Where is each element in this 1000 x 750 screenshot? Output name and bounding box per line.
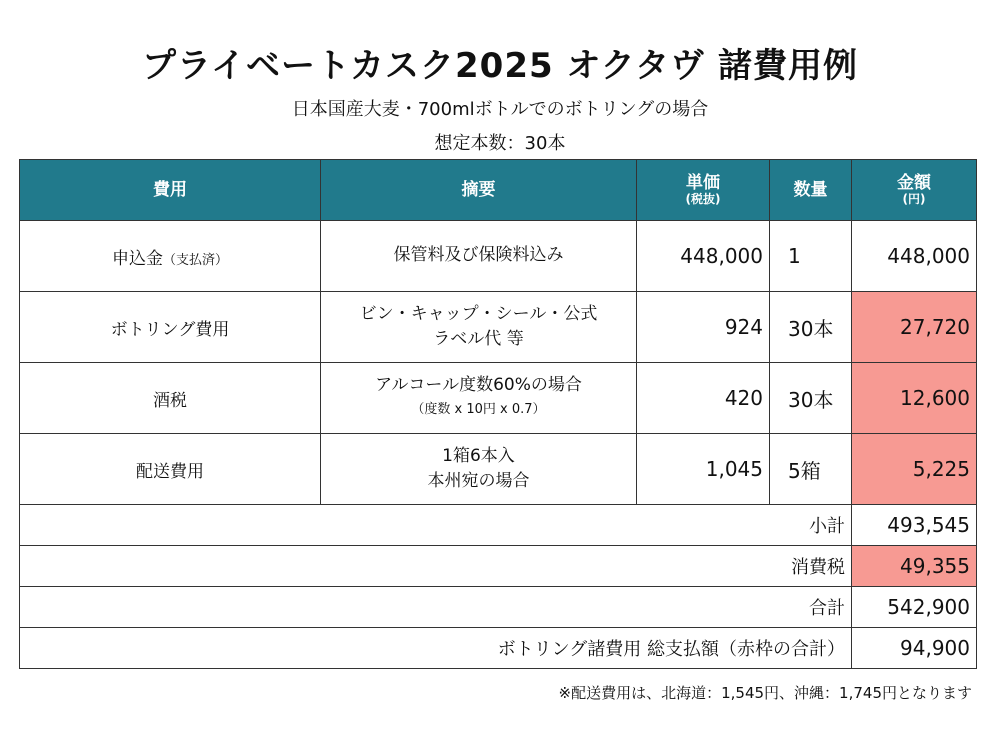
summary-line-1: ビン・キャップ・シール・公式 <box>359 303 598 324</box>
page-subtitle: 日本国産大麦・700mlボトルでのボトリングの場合 <box>291 99 709 120</box>
tax-label: 消費税 <box>20 546 852 587</box>
header-amount-label: 金額 <box>897 173 931 194</box>
cost-note: （支払済） <box>162 252 228 268</box>
cost-cell <box>20 221 321 292</box>
subtotal-label: 小計 <box>20 505 852 546</box>
header-unit-price-label: 単価 <box>686 173 720 194</box>
cost-name: 配送費用 <box>136 461 204 482</box>
bottling-total-label: ボトリング諸費用 総支払額（赤枠の合計） <box>20 628 852 669</box>
tax-value: 49,355 <box>852 546 977 587</box>
cost-cell <box>20 292 321 363</box>
header-summary <box>321 160 637 221</box>
bottling-total-row <box>20 628 977 669</box>
summary-line-2: （度数 x 10円 x 0.7） <box>411 402 546 418</box>
summary-line-2: 本州宛の場合 <box>427 471 530 491</box>
header-summary-label: 摘要 <box>461 179 496 200</box>
total-label: 合計 <box>20 587 852 628</box>
footnote: ※配送費用は、北海道：1,545円、沖縄：1,745円となります <box>558 684 972 702</box>
quantity-cell: 30本 <box>770 292 852 363</box>
amount-cell: 448,000 <box>852 221 977 292</box>
summary-line-1: 保管料及び保険料込み <box>393 245 564 266</box>
table-header-row <box>20 160 977 221</box>
quantity-cell: 5箱 <box>770 434 852 505</box>
summary-line-1: 1箱6本入 <box>442 445 515 466</box>
header-amount <box>852 160 977 221</box>
amount-cell-highlighted: 27,720 <box>852 292 977 363</box>
summary-cell <box>321 434 637 505</box>
summary-cell <box>321 363 637 434</box>
summary-line-2: ラベル代 等 <box>433 329 524 349</box>
page-title: プライベートカスク2025 オクタヴ 諸費用例 <box>142 46 858 86</box>
header-unit-price <box>637 160 770 221</box>
amount-cell-highlighted: 5,225 <box>852 434 977 505</box>
tax-row <box>20 546 977 587</box>
cost-name: 申込金 <box>111 248 163 269</box>
quantity-cell: 30本 <box>770 363 852 434</box>
cost-cell <box>20 363 321 434</box>
table-row <box>20 221 977 292</box>
total-value: 542,900 <box>852 587 977 628</box>
cost-name: 酒税 <box>153 390 187 411</box>
bottling-total-value: 94,900 <box>852 628 977 669</box>
summary-line-1: アルコール度数60%の場合 <box>375 374 582 395</box>
subtotal-row <box>20 505 977 546</box>
amount-cell-highlighted: 12,600 <box>852 363 977 434</box>
unit-price-cell: 1,045 <box>637 434 770 505</box>
quantity-cell: 1 <box>770 221 852 292</box>
cost-table <box>19 159 977 669</box>
unit-price-cell: 448,000 <box>637 221 770 292</box>
cost-cell <box>20 434 321 505</box>
unit-price-cell: 924 <box>637 292 770 363</box>
subtotal-value: 493,545 <box>852 505 977 546</box>
cost-name: ボトリング費用 <box>110 319 230 340</box>
header-quantity <box>770 160 852 221</box>
table-row <box>20 292 977 363</box>
bottle-count-label: 想定本数：30本 <box>434 133 566 154</box>
summary-cell <box>321 292 637 363</box>
summary-cell <box>321 221 637 292</box>
header-amount-note: (円) <box>902 191 926 206</box>
table-row <box>20 363 977 434</box>
total-row <box>20 587 977 628</box>
header-cost-label: 費用 <box>153 179 187 200</box>
header-quantity-label: 数量 <box>793 179 828 200</box>
header-unit-price-note: (税抜) <box>685 191 721 206</box>
unit-price-cell: 420 <box>637 363 770 434</box>
table-row <box>20 434 977 505</box>
header-cost <box>20 160 321 221</box>
